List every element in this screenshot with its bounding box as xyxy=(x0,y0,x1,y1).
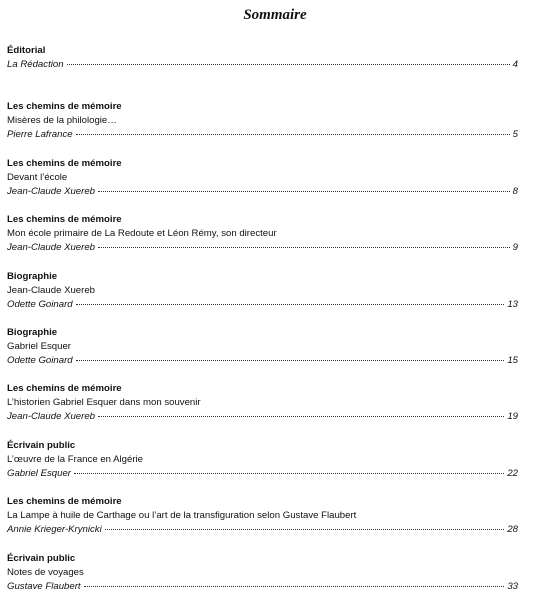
toc-entry xyxy=(7,214,518,270)
dot-leader xyxy=(74,473,504,474)
toc-entry xyxy=(7,440,518,496)
dot-leader xyxy=(98,416,504,417)
toc-page-number: 8 xyxy=(512,185,518,197)
toc-author: Odette Goinard xyxy=(7,354,73,366)
toc-page-number: 28 xyxy=(507,524,518,536)
toc-author-line xyxy=(7,186,518,200)
toc-section-heading: Écrivain public xyxy=(7,552,76,564)
toc-article-title: Gabriel Esquer xyxy=(7,340,71,352)
dot-leader xyxy=(84,586,505,587)
toc-page-number: 4 xyxy=(512,59,518,70)
toc-entry xyxy=(7,101,518,157)
dot-leader xyxy=(98,191,510,192)
toc-section-heading: Les chemins de mémoire xyxy=(7,214,122,226)
toc-article-title: Mon école primaire de La Redoute et Léon Rémy, son directeur xyxy=(7,228,277,240)
toc-entry xyxy=(7,45,518,101)
toc-author-line xyxy=(7,524,518,538)
toc-author: Odette Goinard xyxy=(7,298,73,310)
toc-entry xyxy=(7,383,518,439)
toc-section-heading: Écrivain public xyxy=(7,439,76,451)
toc-author-line xyxy=(7,59,518,73)
toc-article-title: Notes de voyages xyxy=(7,566,84,578)
toc-author-line xyxy=(7,299,518,313)
toc-author-line xyxy=(7,581,518,595)
toc-entry xyxy=(7,553,518,609)
toc-author: Annie Krieger-Krynicki xyxy=(7,524,102,536)
toc-article-title: L’œuvre de la France en Algérie xyxy=(7,453,143,465)
toc-entry xyxy=(7,327,518,383)
toc-author-line xyxy=(7,129,518,143)
toc-author: Jean-Claude Xuereb xyxy=(7,411,96,423)
toc-page-number: 5 xyxy=(512,129,518,141)
toc-page-number: 9 xyxy=(512,242,518,254)
toc-entry xyxy=(7,158,518,214)
toc-page-number: 19 xyxy=(507,411,518,423)
toc-author: Gabriel Esquer xyxy=(7,467,71,479)
toc-author: Pierre Lafrance xyxy=(7,129,73,141)
toc-article-title: La Lampe à huile de Carthage ou l’art de la transfiguration selon Gustave Flaubert xyxy=(7,510,357,522)
toc-page-number: 13 xyxy=(507,298,518,310)
toc-entry xyxy=(7,496,518,552)
toc-section-heading: Éditorial xyxy=(7,45,46,56)
toc-section-heading: Les chemins de mémoire xyxy=(7,157,122,169)
toc-page-number: 15 xyxy=(507,354,518,366)
dot-leader xyxy=(76,304,505,305)
toc-page-number: 22 xyxy=(507,467,518,479)
toc-section-heading: Les chemins de mémoire xyxy=(7,383,122,395)
toc-page-number: 33 xyxy=(507,580,518,592)
toc-author: La Rédaction xyxy=(7,59,64,70)
dot-leader xyxy=(67,64,510,65)
toc-article-title: L’historien Gabriel Esquer dans mon souvenir xyxy=(7,397,201,409)
dot-leader xyxy=(76,134,510,135)
toc-author: Gustave Flaubert xyxy=(7,580,81,592)
toc-section-heading: Biographie xyxy=(7,270,58,282)
toc-author-line xyxy=(7,411,518,425)
toc-section-heading: Biographie xyxy=(7,326,58,338)
toc-section-heading: Les chemins de mémoire xyxy=(7,496,122,508)
toc-author: Jean-Claude Xuereb xyxy=(7,242,96,254)
toc-article-title: Devant l’école xyxy=(7,171,68,183)
page-title: Sommaire xyxy=(243,7,307,23)
toc-author-line xyxy=(7,468,518,482)
table-of-contents xyxy=(7,45,518,609)
toc-section-heading: Les chemins de mémoire xyxy=(7,101,122,113)
dot-leader xyxy=(98,247,510,248)
toc-author: Jean-Claude Xuereb xyxy=(7,185,96,197)
toc-entry xyxy=(7,271,518,327)
toc-author-line xyxy=(7,242,518,256)
toc-author-line xyxy=(7,355,518,369)
toc-article-title: Misères de la philologie… xyxy=(7,115,117,127)
dot-leader xyxy=(105,529,505,530)
toc-article-title: Jean-Claude Xuereb xyxy=(7,284,96,296)
dot-leader xyxy=(76,360,505,361)
